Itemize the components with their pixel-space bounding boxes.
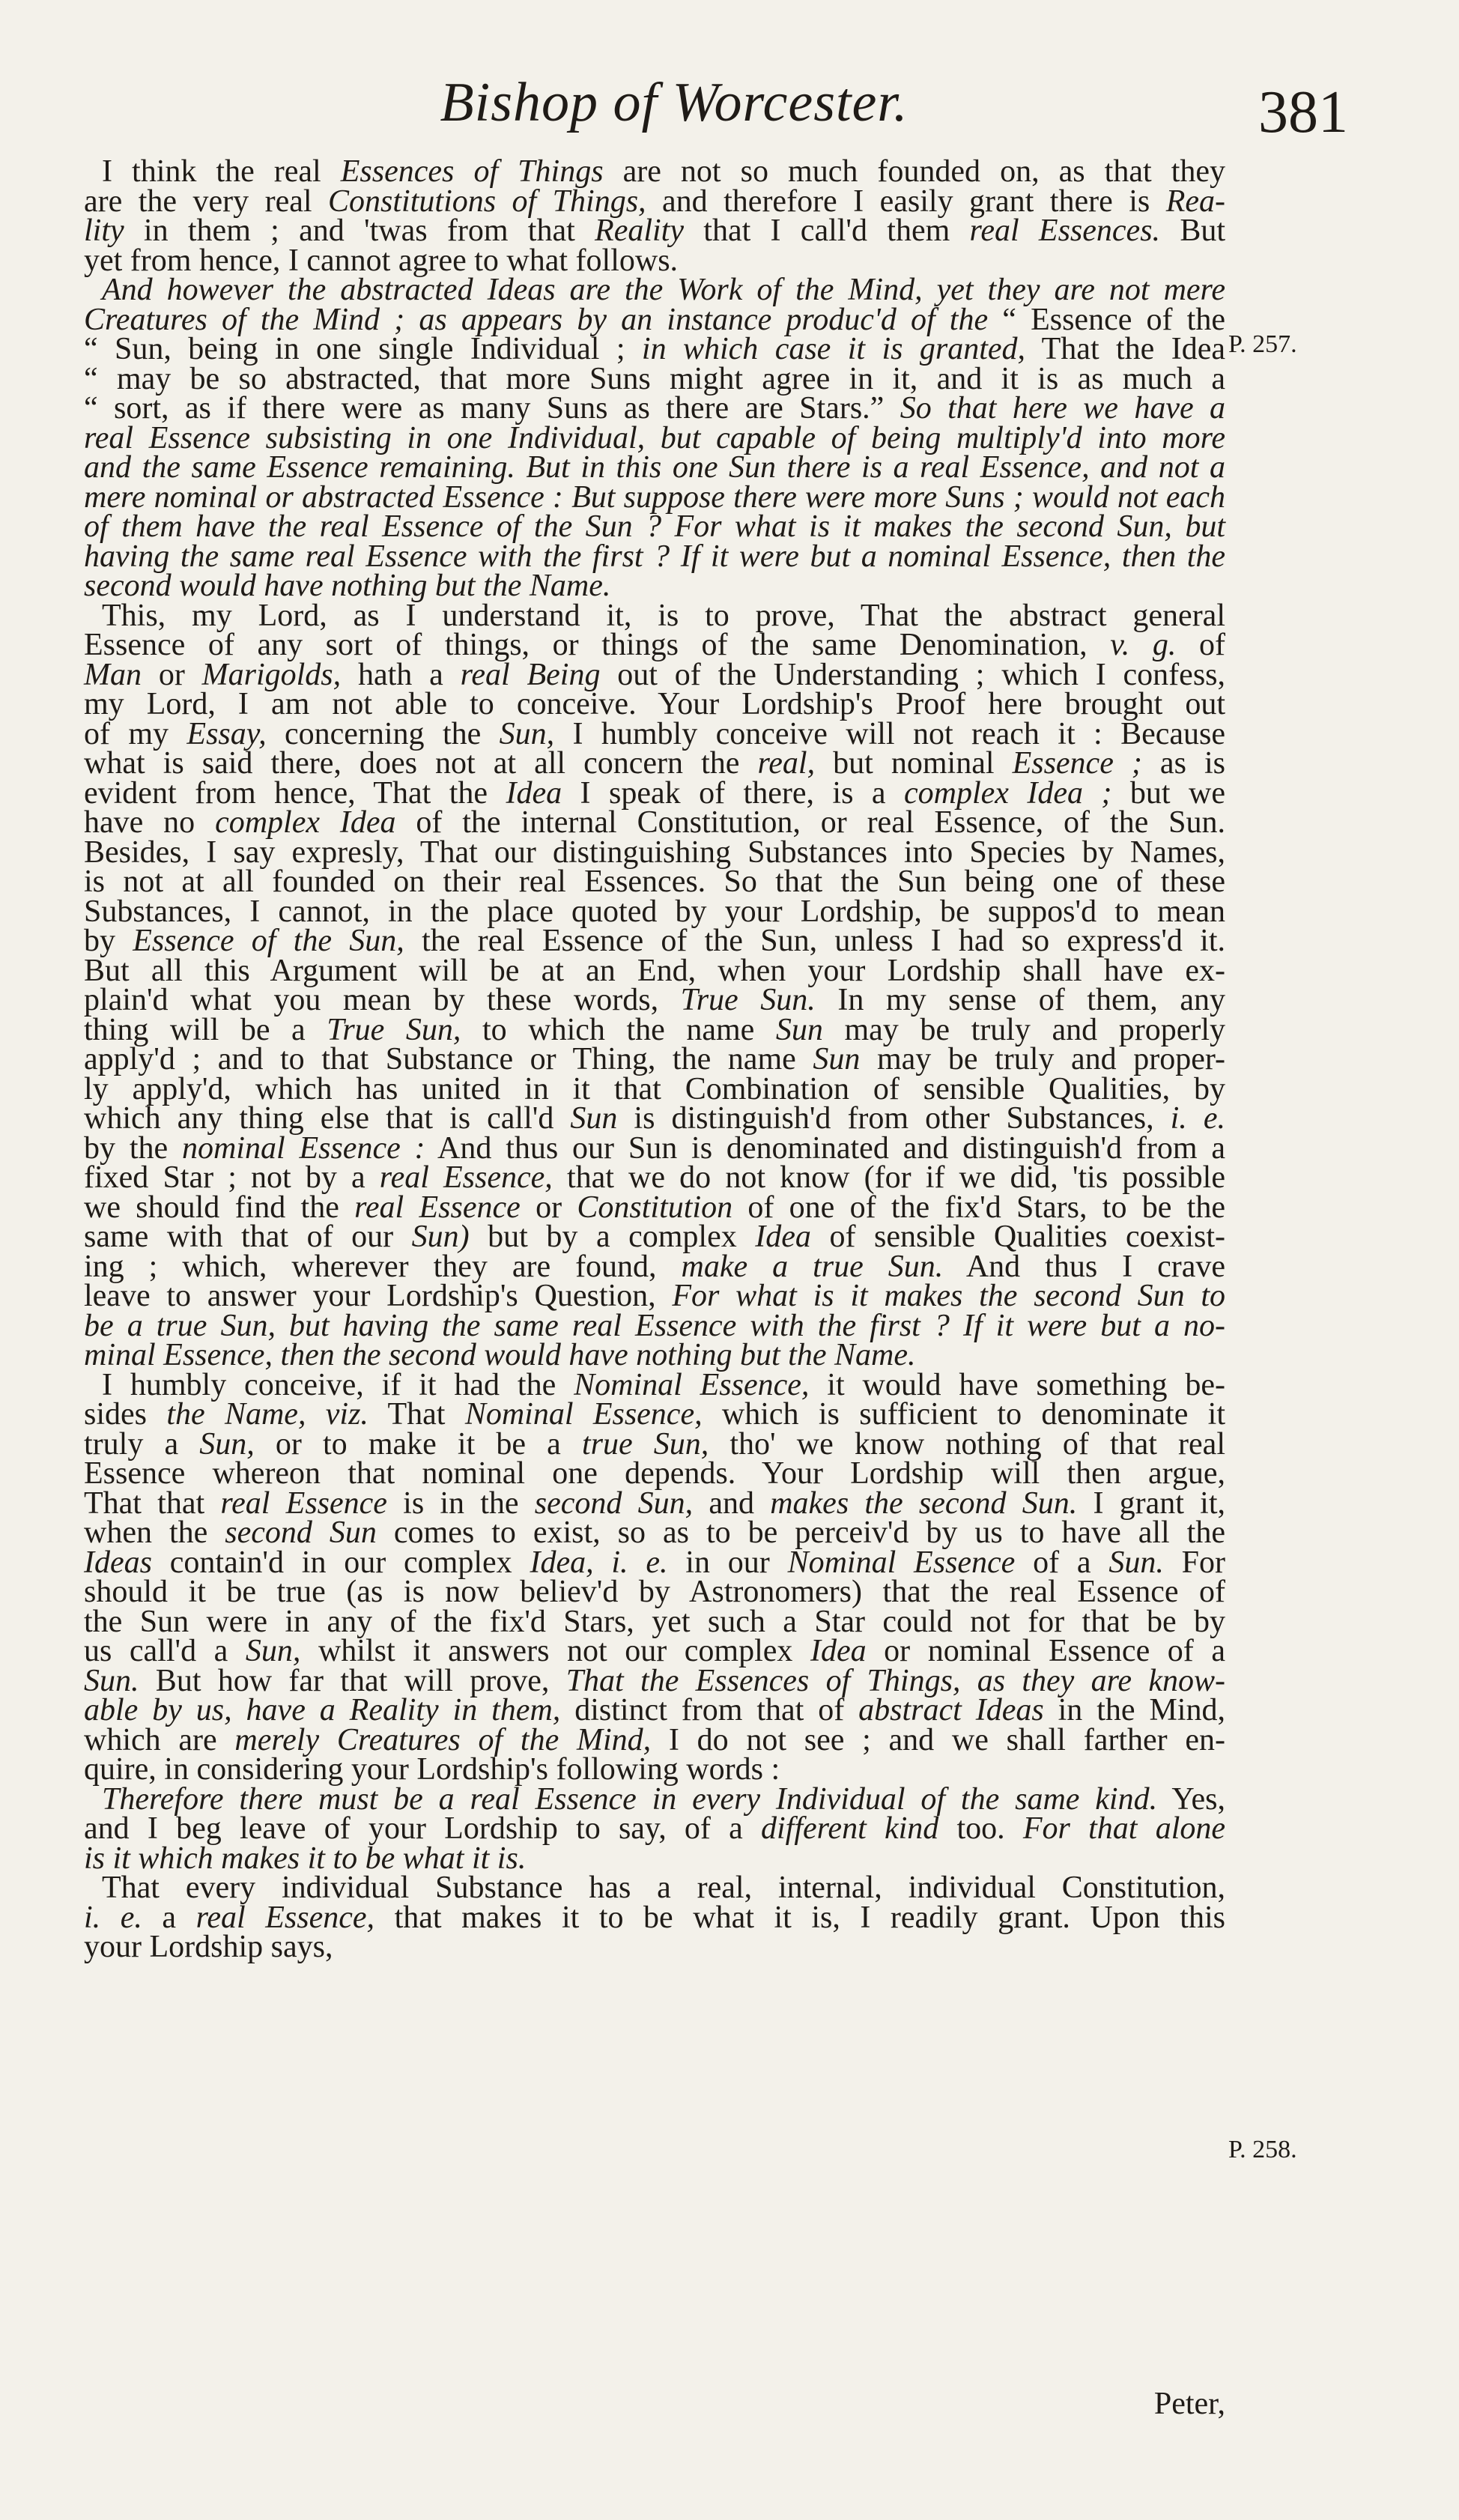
italic-text: be a true Sun, but having the same real Essence with the first ? If it were but a no- (84, 1308, 1225, 1343)
roman-text: and (693, 1485, 771, 1521)
text-line (84, 1160, 1225, 1195)
roman-text: comes to exist, so as to be perceiv'd by us to have all the (376, 1515, 1225, 1550)
italic-text: Sun. (84, 1663, 139, 1698)
roman-text: it would have something be- (809, 1367, 1226, 1402)
roman-text: and I beg leave of your Lordship to say, of a (84, 1811, 761, 1846)
roman-text: This, my Lord, as I understand it, is to prove, That the abstract general (102, 598, 1225, 633)
italic-text: complex Idea ; (903, 775, 1112, 811)
text-line (84, 1693, 1225, 1727)
roman-text: have no (84, 805, 216, 840)
roman-text: “ Sun, being in one single Individual ; (84, 332, 642, 366)
roman-text: “ sort, as if there were as many Suns as there are Stars.” (84, 391, 900, 425)
text-line (84, 1220, 1225, 1254)
roman-text: I think the real (102, 154, 341, 189)
roman-text: evident from hence, That the (84, 775, 506, 811)
italic-text: the Name, viz. (166, 1397, 368, 1432)
roman-text: to which the name (461, 1012, 776, 1047)
text-line (84, 1190, 1225, 1225)
italic-text: i. e. (1170, 1101, 1225, 1136)
italic-text: Sun. (1108, 1545, 1164, 1580)
text-line (84, 1130, 1225, 1166)
roman-text: And thus I crave (943, 1249, 1225, 1284)
italic-text: Idea, i. e. (530, 1545, 668, 1580)
text-line (84, 1722, 1225, 1757)
italic-text: True Sun. (680, 983, 816, 1017)
roman-text: But how far that will prove, (139, 1663, 566, 1698)
text-line (84, 746, 1225, 781)
italic-text: able by us, have a Reality in them, (84, 1693, 561, 1727)
roman-text: my Lord, I am not able to conceive. Your Lordship's Proof here brought out (84, 687, 1225, 721)
italic-text: real Essence (220, 1485, 387, 1521)
italic-text: is it which makes it to be what it is. (84, 1841, 527, 1876)
roman-text: we should find the (84, 1190, 355, 1225)
italic-text: Man (84, 657, 142, 692)
roman-text: I do not see ; and we shall farther en- (651, 1722, 1225, 1757)
text-line (84, 1456, 1225, 1491)
roman-text: Essence of any sort of things, or things of the same Denomination, (84, 628, 1111, 662)
italic-text: abstract Ideas (858, 1693, 1044, 1727)
roman-text: the real Essence of the Sun, unless I had so express'd it. (404, 924, 1225, 958)
text-line (84, 391, 1225, 425)
roman-text: ing ; which, wherever they are found, (84, 1249, 682, 1284)
italic-text: real Essence (354, 1190, 521, 1225)
roman-text: which any thing else that is call'd (84, 1101, 571, 1136)
italic-text: Sun (775, 1012, 823, 1047)
italic-text: real Essences. (969, 213, 1161, 248)
text-line (84, 1752, 1225, 1787)
italic-text: second would have nothing but the Name. (84, 569, 611, 603)
roman-text: should it be true (as is now believ'd by Astronomers) that the real Essence of (84, 1575, 1225, 1609)
roman-text: of sensible Qualities coexist- (810, 1220, 1225, 1254)
roman-text: but by a complex (469, 1220, 756, 1254)
roman-text: I grant it, (1077, 1485, 1225, 1521)
roman-text: is in the (386, 1485, 535, 1521)
roman-text: but we (1111, 775, 1225, 811)
roman-text: but nominal (815, 746, 1013, 781)
roman-text: “ Essence of the (988, 302, 1225, 337)
text-line (84, 1308, 1225, 1343)
italic-text: Creatures of the Mind ; as appears by an instance produc'd of the (84, 302, 989, 337)
italic-text: real Essence, (195, 1900, 375, 1935)
text-line (84, 1012, 1225, 1047)
italic-text: different kind (761, 1811, 939, 1846)
text-line (84, 1604, 1225, 1639)
italic-text: Sun, (499, 716, 555, 751)
italic-text: Sun (570, 1101, 618, 1136)
roman-text: of (1176, 628, 1225, 662)
italic-text: complex Idea (215, 805, 396, 840)
roman-text: a (142, 1900, 196, 1935)
roman-text: are the very real (84, 184, 329, 219)
text-line (84, 273, 1225, 307)
text-line (84, 1900, 1225, 1935)
text-line (84, 154, 1226, 189)
roman-text: yet from hence, I cannot agree to what follows. (84, 243, 679, 278)
roman-text: thing will be a (84, 1012, 327, 1047)
italic-text: real Being (460, 657, 601, 692)
roman-text: of a (1015, 1545, 1109, 1580)
text-line (84, 1279, 1225, 1313)
roman-text: plain'd what you mean by these words, (84, 983, 681, 1017)
italic-text: true Sun, (581, 1426, 709, 1462)
text-line (84, 1397, 1225, 1432)
roman-text: in the Mind, (1043, 1693, 1225, 1727)
roman-text: whilst it answers not our complex (300, 1634, 810, 1668)
catchword: Peter, (1153, 2387, 1225, 2421)
roman-text: truly a (84, 1426, 200, 1462)
margin-reference-p257: P. 257. (1228, 330, 1297, 358)
italic-text: Sun (813, 1042, 861, 1076)
text-line (84, 864, 1225, 899)
text-line (84, 1575, 1225, 1609)
italic-text: lity (84, 213, 124, 248)
italic-text: Constitutions of Things, (328, 184, 646, 219)
roman-text: which is sufficient to denominate it (702, 1397, 1225, 1432)
text-line (84, 302, 1225, 337)
roman-text: or nominal Essence of a (866, 1634, 1225, 1668)
italic-text: Nominal Essence, (464, 1397, 703, 1432)
roman-text: “ may be so abstracted, that more Suns might agree in it, and it is as much a (84, 361, 1225, 396)
roman-text: Yes, (1157, 1781, 1226, 1817)
text-line (84, 598, 1225, 633)
text-line (84, 1781, 1226, 1817)
italic-text: Essence ; (1012, 746, 1142, 781)
roman-text: That every individual Substance has a real, internal, individual Constitution, (102, 1871, 1225, 1905)
text-line (84, 361, 1225, 396)
roman-text: For (1163, 1545, 1226, 1580)
italic-text: nominal Essence : (181, 1130, 425, 1166)
text-line (84, 716, 1225, 751)
text-line (84, 450, 1225, 485)
roman-text: And thus our Sun is denominated and distinguish'd from a (425, 1130, 1225, 1166)
roman-text: That the Idea (1025, 332, 1225, 366)
roman-text: or to make it be a (254, 1426, 582, 1462)
roman-text: or (142, 657, 202, 692)
italic-text: Sun) (411, 1220, 470, 1254)
text-line (84, 1841, 1225, 1876)
roman-text: us call'd a (84, 1634, 246, 1668)
roman-text: quire, in considering your Lordship's following words : (84, 1752, 780, 1787)
roman-text: or (520, 1190, 577, 1225)
italic-text: real Essence, (379, 1160, 553, 1195)
italic-text: Sun, (199, 1426, 255, 1462)
roman-text: In my sense of them, any (815, 983, 1225, 1017)
text-line (84, 509, 1225, 544)
italic-text: For what is it makes the second Sun to (672, 1279, 1225, 1313)
roman-text: that I call'd them (684, 213, 970, 248)
roman-text: the Sun were in any of the fix'd Stars, yet such a Star could not for that be by (84, 1604, 1225, 1639)
text-line (84, 243, 1225, 278)
italic-text: of them have the real Essence of the Sun ? For what is it makes the second Sun, but (84, 509, 1225, 544)
running-head: Bishop of Worcester. (440, 72, 909, 133)
text-line (84, 894, 1225, 929)
roman-text: may be truly and properly (822, 1012, 1225, 1047)
text-line (84, 1515, 1225, 1550)
text-line (84, 1426, 1225, 1462)
italic-text: Nominal Essence (787, 1545, 1016, 1580)
roman-text: hath a (341, 657, 461, 692)
text-line (84, 1634, 1225, 1668)
italic-text: real Essence subsisting in one Individual, but capable of being multiply'd into more (84, 420, 1225, 455)
italic-text: Idea (506, 775, 562, 811)
text-line (84, 1101, 1225, 1136)
text-line (84, 1930, 1225, 1964)
italic-text: True Sun, (327, 1012, 461, 1047)
text-line (84, 1871, 1225, 1905)
roman-text: I humbly conceive, if it had the (102, 1367, 574, 1402)
text-line (84, 1545, 1226, 1580)
text-line (84, 479, 1225, 515)
italic-text: Therefore there must be a real Essence in every Individual of the same kind. (102, 1781, 1158, 1817)
roman-text: as is (1141, 746, 1225, 781)
italic-text: Idea (755, 1220, 811, 1254)
roman-text: But all this Argument will be at an End, when your Lordship shall have ex- (84, 953, 1225, 988)
roman-text: which are (84, 1722, 235, 1757)
roman-text: are not so much founded on, as that they (603, 154, 1226, 189)
text-line (84, 1811, 1225, 1846)
italic-text: makes the second Sun. (770, 1485, 1078, 1521)
italic-text: in which case it is granted, (641, 332, 1026, 366)
italic-text: i. e. (84, 1900, 142, 1935)
roman-text: I speak of there, is a (562, 775, 904, 811)
text-line (84, 628, 1225, 662)
roman-text: when the (84, 1515, 225, 1550)
italic-text: Essences of Things (340, 154, 604, 189)
body-text (84, 154, 1226, 1964)
italic-text: Essence of the Sun, (133, 924, 404, 958)
roman-text: of one of the fix'd Stars, to be the (732, 1190, 1225, 1225)
page-number: 381 (1258, 79, 1348, 145)
roman-text: too. (938, 1811, 1023, 1846)
italic-text: minal Essence, then the second would have nothing but the Name. (84, 1338, 916, 1372)
roman-text: fixed Star ; not by a (84, 1160, 380, 1195)
roman-text: I humbly conceive will not reach it : Because (554, 716, 1225, 751)
roman-text: Essence whereon that nominal one depends. Your Lordship will then argue, (84, 1456, 1225, 1491)
italic-text: make a true Sun. (681, 1249, 944, 1284)
roman-text: That (368, 1397, 465, 1432)
roman-text: may be truly and proper- (860, 1042, 1225, 1076)
italic-text: and the same Essence remaining. But in this one Sun there is a real Essence, and not a (84, 450, 1225, 485)
text-line (84, 332, 1225, 366)
text-line (84, 953, 1225, 988)
italic-text: v. g. (1110, 628, 1177, 662)
roman-text: concerning the (266, 716, 500, 751)
text-line (84, 1367, 1226, 1402)
roman-text: by (84, 924, 133, 958)
text-line (84, 1042, 1225, 1076)
text-line (84, 539, 1225, 574)
roman-text: is distinguish'd from other Substances, (617, 1101, 1171, 1136)
text-line (84, 687, 1225, 721)
italic-text: second Sun, (534, 1485, 694, 1521)
roman-text: of the internal Constitution, or real Essence, of the Sun. (395, 805, 1225, 840)
italic-text: Sun, (245, 1634, 301, 1668)
text-line (84, 775, 1225, 811)
roman-text: is not at all founded on their real Essences. So that the Sun being one of these (84, 864, 1225, 899)
italic-text: For that alone (1022, 1811, 1225, 1846)
italic-text: merely Creatures of the Mind, (234, 1722, 652, 1757)
roman-text: tho' we know nothing of that real (709, 1426, 1225, 1462)
italic-text: Reality (595, 213, 684, 248)
roman-text: that we do not know (for if we did, 'tis possible (552, 1160, 1225, 1195)
italic-text: having the same real Essence with the first ? If it were but a nominal Essence, then the (84, 539, 1225, 574)
roman-text: what is said there, does not at all concern the (84, 746, 758, 781)
text-line (84, 1663, 1225, 1698)
roman-text: distinct from that of (560, 1693, 859, 1727)
roman-text: same with that of our (84, 1220, 412, 1254)
roman-text: by the (84, 1130, 182, 1166)
text-line (84, 420, 1225, 455)
roman-text: That that (84, 1485, 221, 1521)
italic-text: Nominal Essence, (574, 1367, 810, 1402)
text-line (84, 184, 1225, 219)
text-line (84, 805, 1225, 840)
roman-text: But (1160, 213, 1226, 248)
roman-text: contain'd in our complex (151, 1545, 530, 1580)
roman-text: Besides, I say expresly, That our distinguishing Substances into Species by Names, (84, 835, 1225, 870)
roman-text: in our (667, 1545, 788, 1580)
text-line (84, 657, 1226, 692)
italic-text: Marigolds, (201, 657, 342, 692)
roman-text: sides (84, 1397, 167, 1432)
italic-text: That the Essences of Things, as they are know- (565, 1663, 1225, 1698)
roman-text: that makes it to be what it is, I readily grant. Upon this (374, 1900, 1225, 1935)
italic-text: Essay, (186, 716, 267, 751)
text-line (84, 213, 1226, 248)
italic-text: Idea (810, 1634, 867, 1668)
italic-text: Rea- (1165, 184, 1225, 219)
italic-text: real, (757, 746, 816, 781)
roman-text: your Lordship says, (84, 1930, 333, 1964)
roman-text: leave to answer your Lordship's Question, (84, 1279, 673, 1313)
roman-text: in them ; and 'twas from that (124, 213, 595, 248)
italic-text: Constitution (577, 1190, 733, 1225)
roman-text: Substances, I cannot, in the place quoted by your Lordship, be suppos'd to mean (84, 894, 1225, 929)
text-line (84, 569, 1225, 603)
roman-text: ly apply'd, which has united in it that Combination of sensible Qualities, by (84, 1071, 1225, 1106)
roman-text: apply'd ; and to that Substance or Thing, the name (84, 1042, 813, 1076)
text-line (84, 1338, 1225, 1372)
text-line (84, 835, 1225, 870)
text-line (84, 983, 1225, 1017)
roman-text: and therefore I easily grant there is (646, 184, 1166, 219)
italic-text: So that here we have a (900, 391, 1225, 425)
italic-text: second Sun (225, 1515, 377, 1550)
italic-text: Ideas (84, 1545, 152, 1580)
text-line (84, 1485, 1225, 1521)
italic-text: mere nominal or abstracted Essence : But suppose there were more Suns ; would not each (84, 479, 1225, 515)
roman-text: out of the Understanding ; which I confess, (600, 657, 1226, 692)
text-line (84, 924, 1225, 958)
text-line (84, 1249, 1225, 1284)
margin-reference-p258: P. 258. (1228, 2136, 1297, 2163)
italic-text: And however the abstracted Ideas are the Work of the Mind, yet they are not mere (102, 273, 1225, 307)
roman-text: of my (84, 716, 187, 751)
text-line (84, 1071, 1225, 1106)
